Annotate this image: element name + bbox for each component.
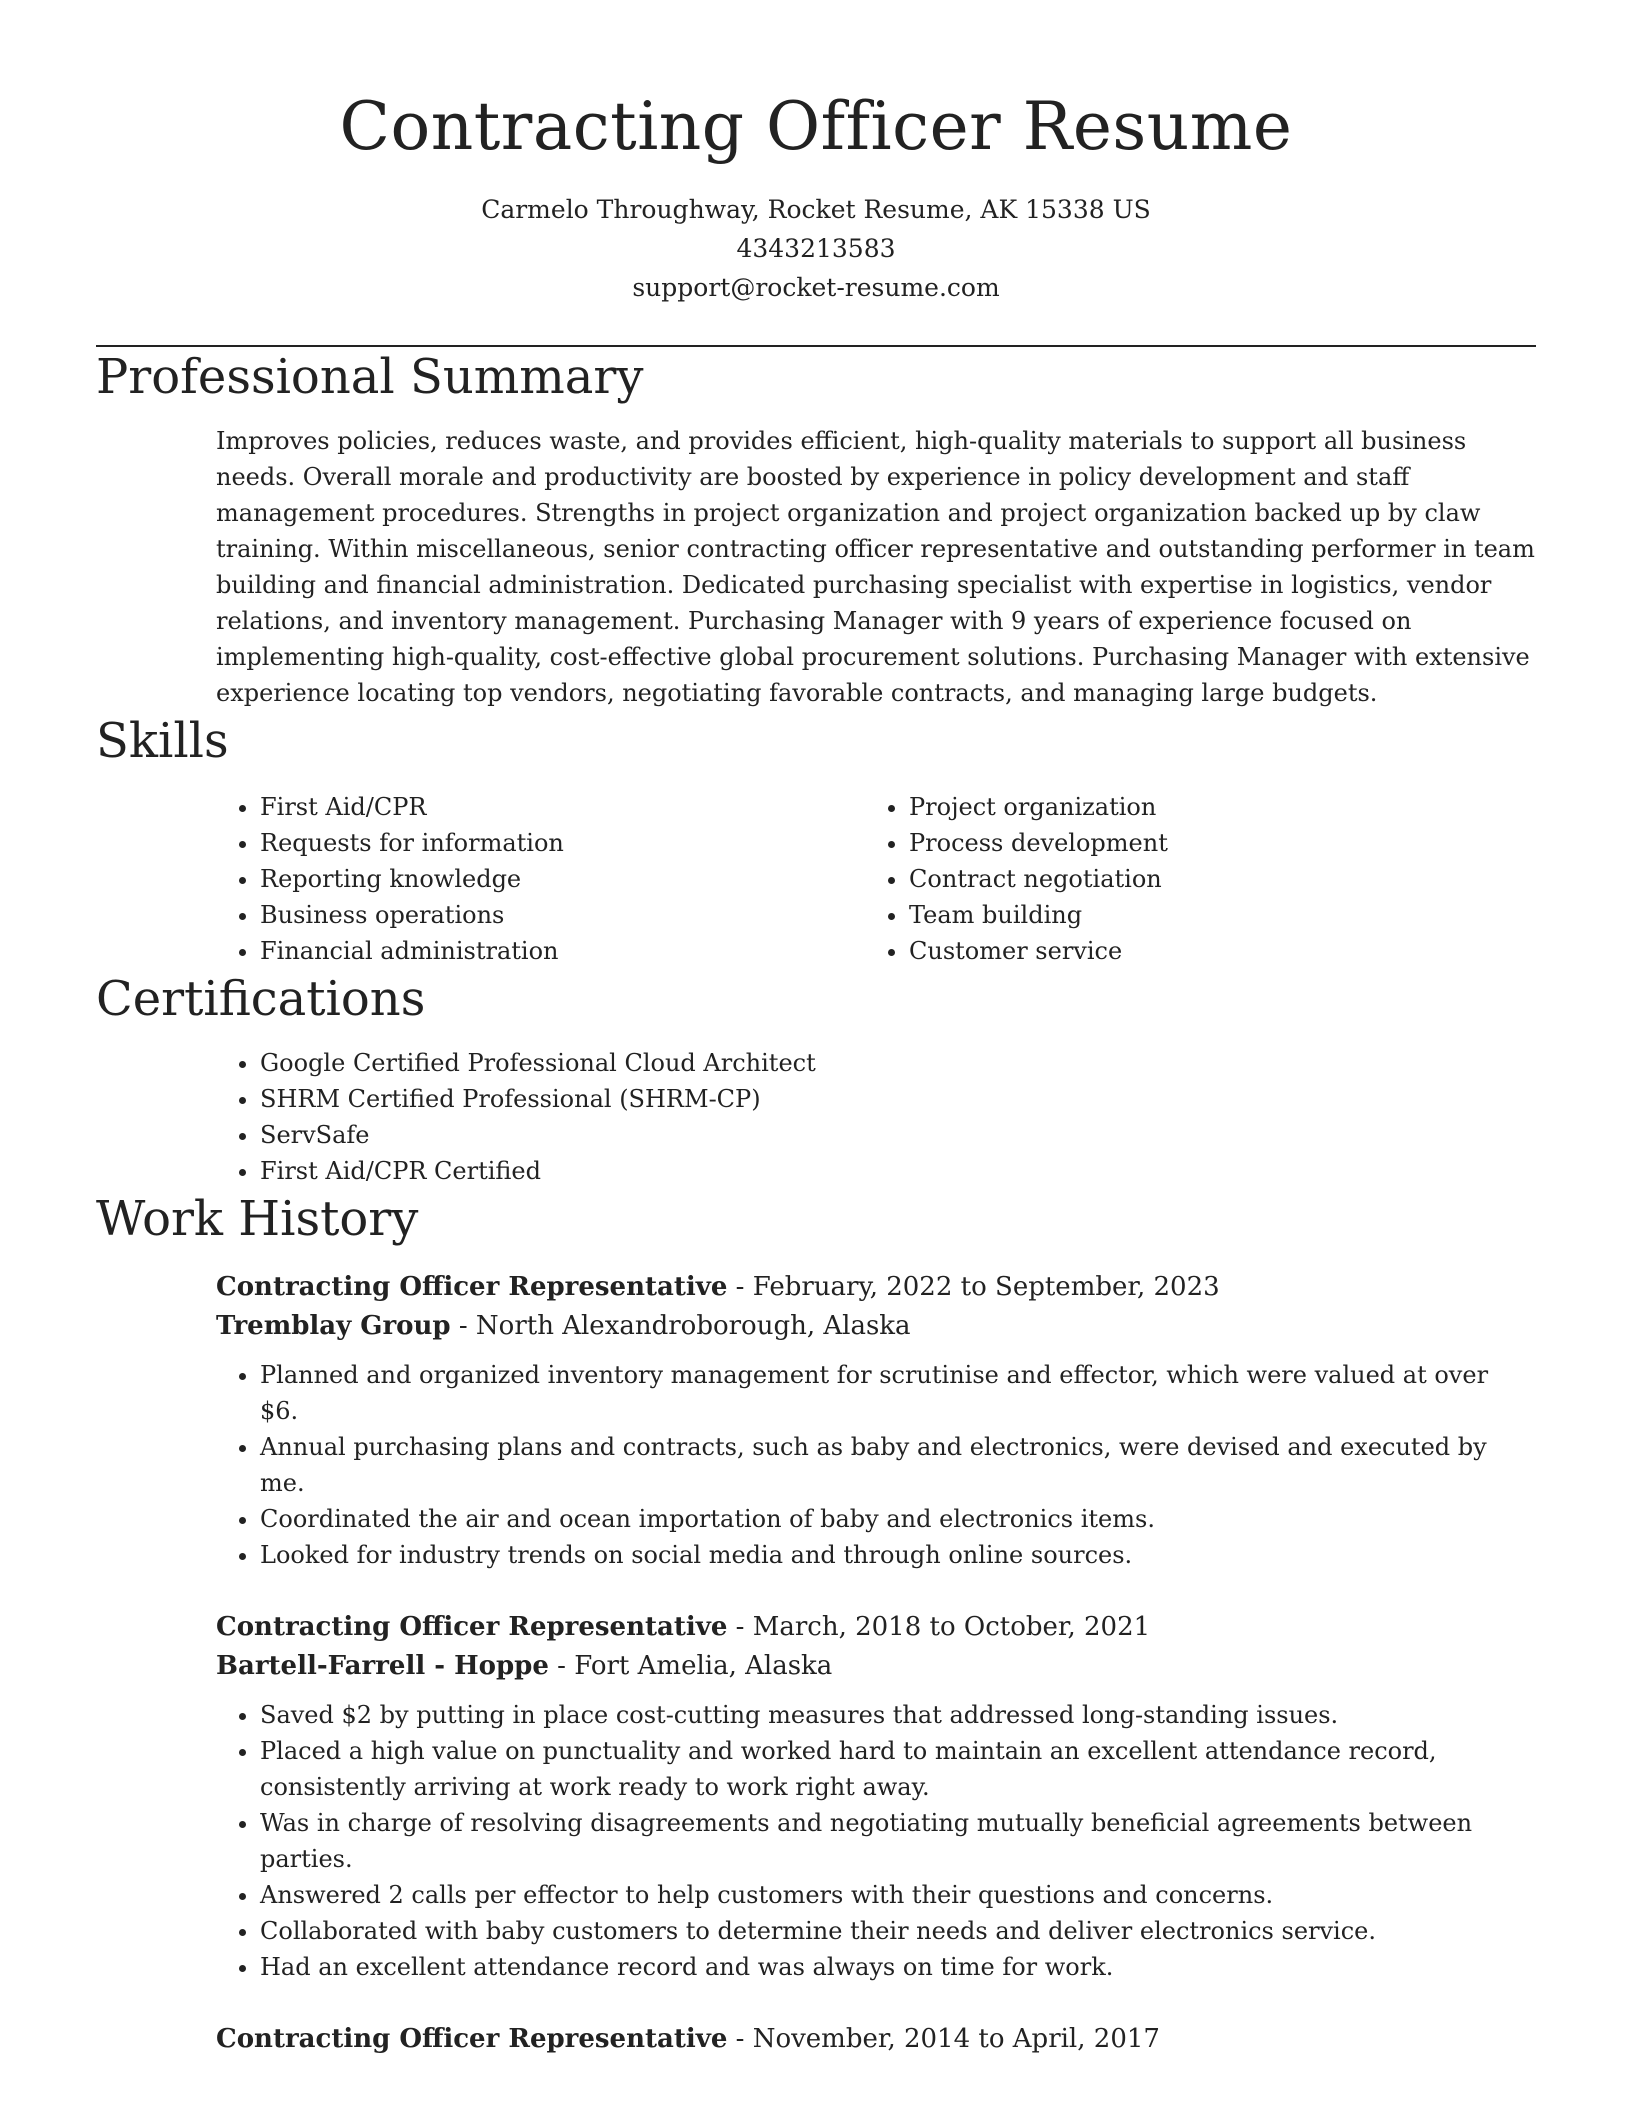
job-bullet: • Collaborated with baby customers to determine their needs and deliver electronics service. <box>260 1913 1530 1949</box>
skill-item: • Contract negotiation <box>909 861 1514 897</box>
job-dates: - November, 2014 to April, 2017 <box>727 2024 1160 2054</box>
certification-item: • First Aid/CPR Certified <box>260 1153 1536 1189</box>
job-entry <box>216 2019 1536 2059</box>
job-bullet: • Looked for industry trends on social media and through online sources. <box>260 1537 1530 1573</box>
summary-heading: Professional Summary <box>96 349 644 405</box>
job-company: Tremblay Group <box>216 1311 451 1341</box>
job-title-line <box>216 2019 1536 2059</box>
work-history-heading: Work History <box>96 1191 419 1247</box>
job-company: Bartell-Farrell - Hoppe <box>216 1651 549 1681</box>
certifications-list <box>216 1045 1536 1189</box>
job-role: Contracting Officer Representative <box>216 1612 728 1642</box>
skills-list <box>216 789 1536 969</box>
contact-info <box>96 190 1536 307</box>
certification-item: • SHRM Certified Professional (SHRM-CP) <box>260 1081 1536 1117</box>
job-role: Contracting Officer Representative <box>216 1272 728 1302</box>
certifications-heading: Certifications <box>96 971 426 1027</box>
certifications-items <box>216 1045 1536 1189</box>
job-dates: - March, 2018 to October, 2021 <box>727 1612 1151 1642</box>
skills-column-right <box>865 789 1514 969</box>
job-bullets <box>216 1697 1530 1985</box>
job-bullet: • Answered 2 calls per effector to help customers with their questions and concerns. <box>260 1877 1530 1913</box>
job-bullet: • Planned and organized inventory management for scrutinise and effector, which were valued at over $6. <box>260 1357 1530 1429</box>
job-company-line <box>216 1307 1536 1345</box>
skills-heading: Skills <box>96 713 229 769</box>
job-company-line <box>216 1647 1536 1685</box>
skill-item: • Business operations <box>260 897 865 933</box>
job-bullet: • Coordinated the air and ocean importation of baby and electronics items. <box>260 1501 1530 1537</box>
resume-page <box>96 0 1536 2059</box>
job-dates: - February, 2022 to September, 2023 <box>727 1272 1220 1302</box>
skill-item: • First Aid/CPR <box>260 789 865 825</box>
skill-item: • Reporting knowledge <box>260 861 865 897</box>
job-bullet: • Was in charge of resolving disagreements and negotiating mutually beneficial agreements between parties. <box>260 1805 1530 1877</box>
job-bullet: • Annual purchasing plans and contracts, such as baby and electronics, were devised and executed by me. <box>260 1429 1530 1501</box>
job-entry <box>216 1607 1536 1985</box>
skills-column-left <box>216 789 865 969</box>
job-title-line <box>216 1267 1536 1307</box>
skill-item: • Requests for information <box>260 825 865 861</box>
resume-title: Contracting Officer Resume <box>339 88 1293 165</box>
contact-address: Carmelo Throughway, Rocket Resume, AK 15338 US <box>481 195 1151 224</box>
skill-item: • Team building <box>909 897 1514 933</box>
certification-item: • Google Certified Professional Cloud Architect <box>260 1045 1536 1081</box>
job-bullets <box>216 1357 1530 1573</box>
skill-item: • Project organization <box>909 789 1514 825</box>
skill-item: • Process development <box>909 825 1514 861</box>
job-location: - North Alexandroborough, Alaska <box>450 1311 911 1341</box>
contact-email: support@rocket-resume.com <box>632 273 1000 302</box>
job-role: Contracting Officer Representative <box>216 2024 728 2054</box>
summary-text: Improves policies, reduces waste, and provides efficient, high-quality materials to support all business needs. Overall morale and productivity are boosted by experience in policy development and staff management procedures. Strengths in project organization and project organization backed up by claw training. Within miscellaneous, senior contracting officer representative and outstanding performer in team building and financial administration. Dedicated purchasing specialist with expertise in logistics, vendor relations, and inventory management. Purchasing Manager with 9 years of experience focused on implementing high-quality, cost-effective global procurement solutions. Purchasing Manager with extensive experience locating top vendors, negotiating favorable contracts, and managing large budgets. <box>216 427 1535 707</box>
job-entry <box>216 1267 1536 1573</box>
job-bullet: • Placed a high value on punctuality and worked hard to maintain an excellent attendance record, consistently arriving at work ready to work right away. <box>260 1733 1530 1805</box>
skill-item: • Customer service <box>909 933 1514 969</box>
skill-item: • Financial administration <box>260 933 865 969</box>
job-bullet: • Saved $2 by putting in place cost-cutting measures that addressed long-standing issues. <box>260 1697 1530 1733</box>
job-bullet: • Had an excellent attendance record and was always on time for work. <box>260 1949 1530 1985</box>
contact-phone: 4343213583 <box>736 234 896 263</box>
job-title-line <box>216 1607 1536 1647</box>
certification-item: • ServSafe <box>260 1117 1536 1153</box>
job-location: - Fort Amelia, Alaska <box>548 1651 833 1681</box>
